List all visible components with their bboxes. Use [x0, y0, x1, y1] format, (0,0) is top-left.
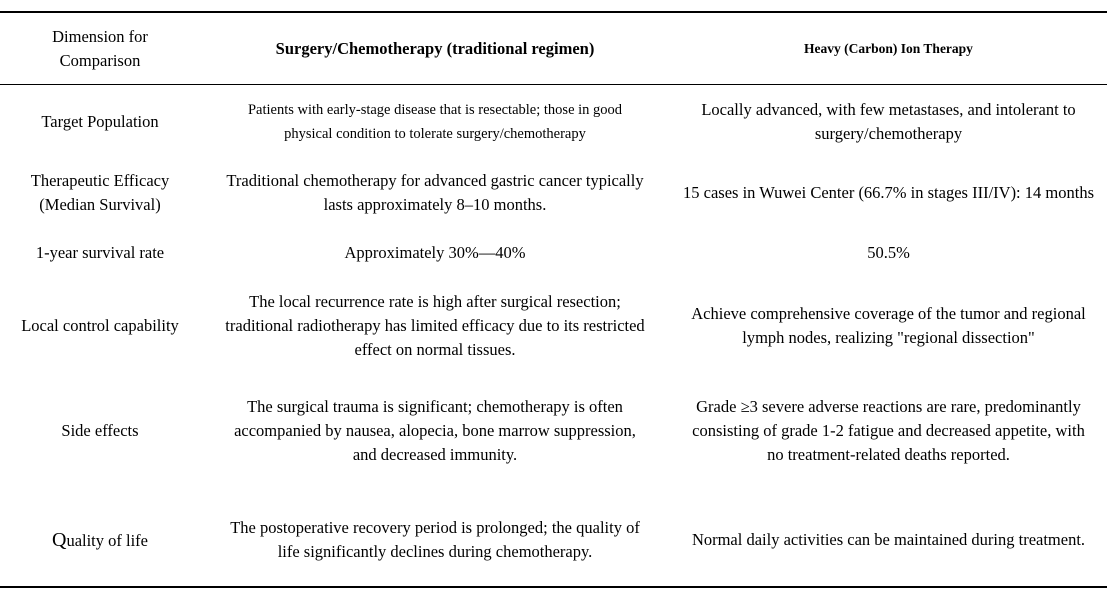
- row-traditional: The surgical trauma is significant; chemotherapy is often accompanied by nausea, alopecia, bone marrow suppression, and decreased immunity.: [234, 397, 636, 464]
- table-row-side-effects: [0, 376, 200, 486]
- table-header-rule: [0, 84, 1107, 85]
- row-traditional-cell: [200, 228, 670, 278]
- header-heavy-ion: Heavy (Carbon) Ion Therapy: [804, 40, 973, 56]
- row-heavy-ion: Grade ≥3 severe adverse reactions are rare, predominantly consisting of grade 1-2 fatigue and decreased appetite, with no treatment-related deaths reported.: [692, 397, 1085, 464]
- row-dimension: Side effects: [61, 421, 139, 440]
- row-heavy-ion-cell: [670, 228, 1107, 278]
- row-heavy-ion-cell: [670, 376, 1107, 486]
- row-traditional-cell: [200, 160, 670, 226]
- row-dimension: Quality of life: [51, 528, 148, 551]
- row-heavy-ion-cell: [670, 88, 1107, 156]
- row-heavy-ion-cell: [670, 280, 1107, 372]
- row-traditional: Patients with early-stage disease that is resectable; those in good physical condition to tolerate surgery/chemotherapy: [247, 102, 623, 142]
- row-traditional: Traditional chemotherapy for advanced gastric cancer typically lasts approximately 8–10 months.: [226, 171, 644, 214]
- table-row-survival-rate: [0, 228, 200, 278]
- row-traditional-cell: [200, 280, 670, 372]
- row-dimension: Local control capability: [21, 316, 179, 335]
- table-bottom-rule: [0, 586, 1107, 588]
- row-dimension: Target Population: [41, 112, 159, 131]
- row-heavy-ion-cell: [670, 160, 1107, 226]
- row-traditional: Approximately 30%—40%: [344, 243, 526, 262]
- row-heavy-ion: Locally advanced, with few metastases, and intolerant to surgery/chemotherapy: [701, 100, 1076, 143]
- row-heavy-ion: 15 cases in Wuwei Center (66.7% in stages III/IV): 14 months: [683, 183, 1094, 202]
- row-traditional-cell: [200, 376, 670, 486]
- table-row-local-control: [0, 280, 200, 372]
- row-traditional: The postoperative recovery period is prolonged; the quality of life significantly declines during chemotherapy.: [230, 518, 640, 561]
- row-heavy-ion: Normal daily activities can be maintained during treatment.: [691, 530, 1086, 549]
- row-heavy-ion: 50.5%: [867, 243, 910, 262]
- row-heavy-ion: Achieve comprehensive coverage of the tumor and regional lymph nodes, realizing "regional dissection": [691, 304, 1086, 347]
- row-heavy-ion-cell: [670, 494, 1107, 586]
- table-row-therapeutic-efficacy: [0, 160, 200, 226]
- row-dimension: 1-year survival rate: [35, 243, 165, 262]
- header-cell-heavy-ion: [670, 13, 1107, 84]
- row-dimension: Therapeutic Efficacy (Median Survival): [30, 171, 170, 214]
- table-row-target-population: [0, 88, 200, 156]
- row-traditional: The local recurrence rate is high after surgical resection; traditional radiotherapy has limited efficacy due to its restricted effect on normal tissues.: [225, 292, 645, 359]
- header-dimension: Dimension for Comparison: [52, 26, 148, 70]
- header-cell-dimension: [0, 13, 200, 84]
- row-traditional-cell: [200, 494, 670, 586]
- header-traditional: Surgery/Chemotherapy (traditional regimen): [275, 38, 595, 58]
- header-cell-traditional: [200, 13, 670, 84]
- row-traditional-cell: [200, 88, 670, 156]
- table-row-quality-of-life: [0, 494, 200, 586]
